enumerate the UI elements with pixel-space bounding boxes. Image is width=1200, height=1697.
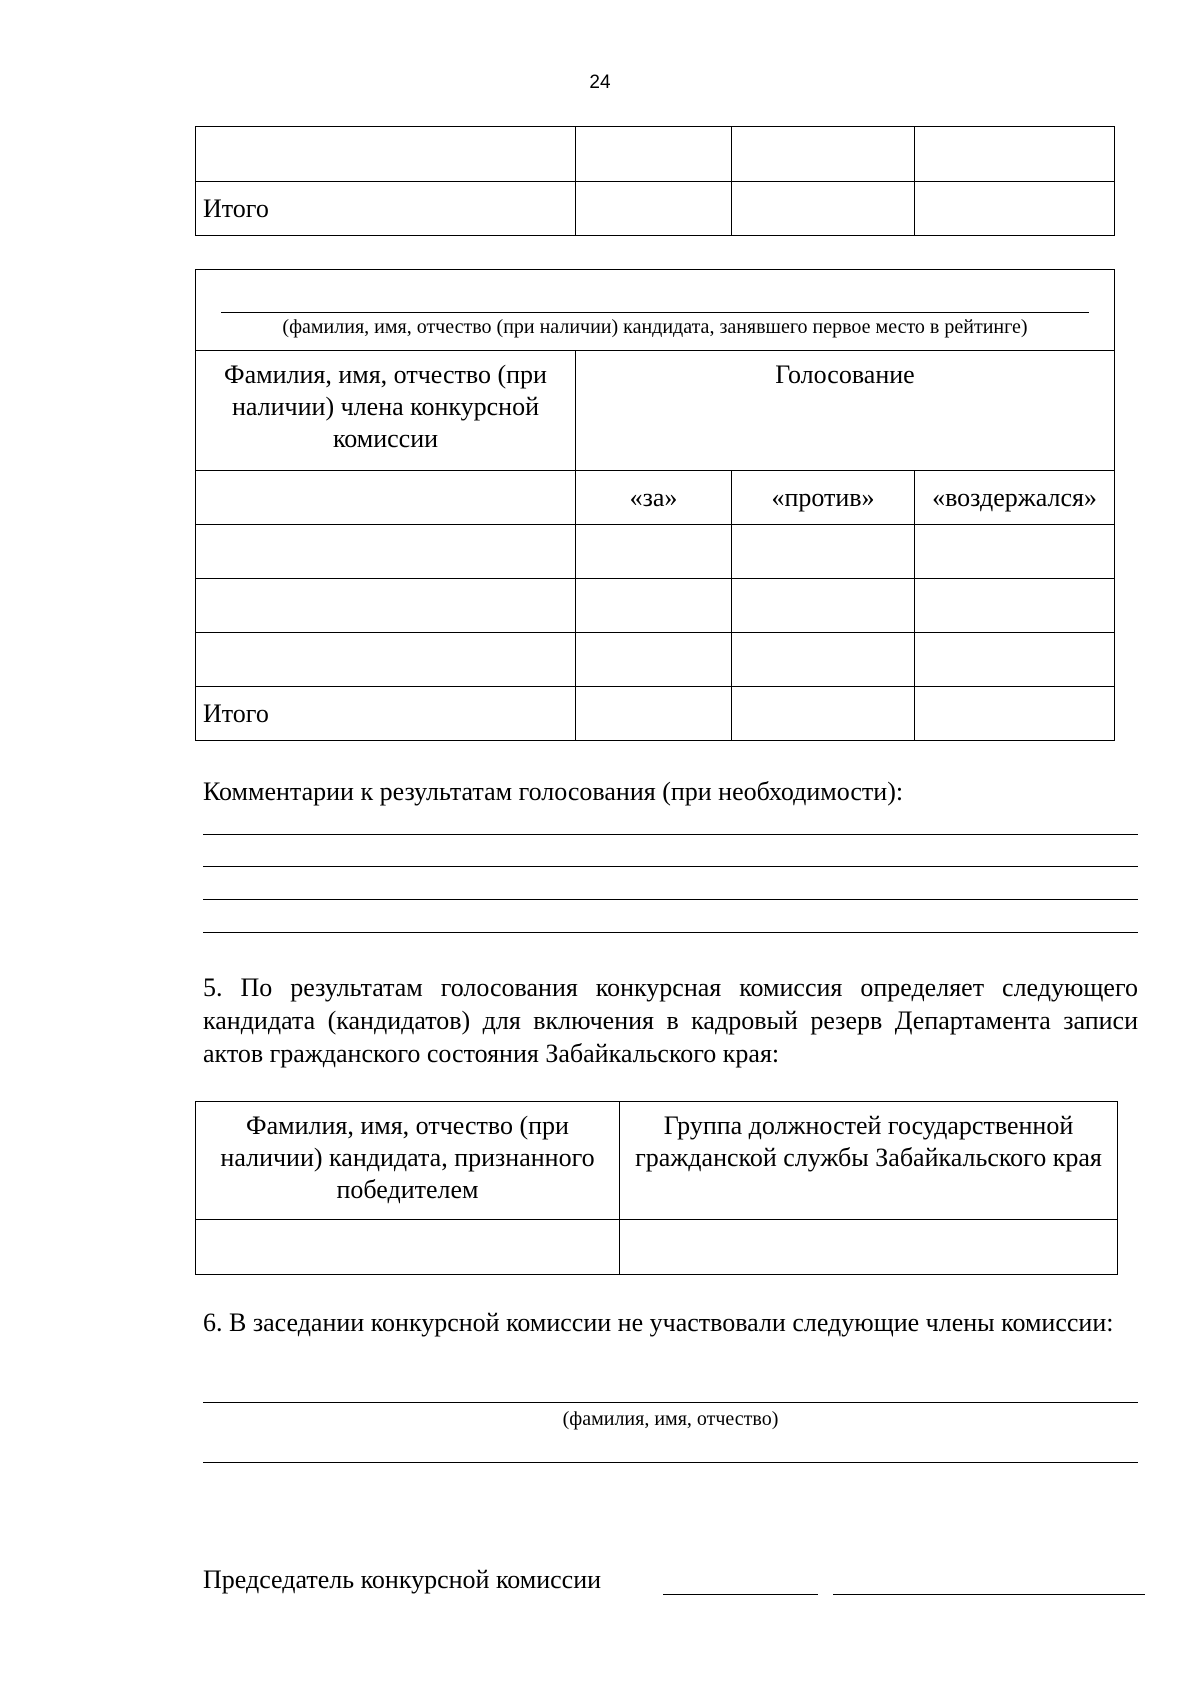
comment-line — [203, 866, 1138, 867]
comment-line — [203, 834, 1138, 835]
table-cell — [576, 687, 732, 741]
header-row — [196, 351, 1115, 471]
table-cell — [732, 182, 915, 236]
voting-table-previous — [195, 126, 1115, 236]
table-row — [196, 127, 1115, 182]
table-cell — [732, 633, 915, 687]
table-cell — [196, 471, 576, 525]
absent-members-line — [203, 1402, 1138, 1403]
table-cell — [196, 579, 576, 633]
table-row-total — [196, 687, 1115, 741]
table-cell — [620, 1220, 1118, 1275]
comment-line — [203, 932, 1138, 933]
table-row — [196, 525, 1115, 579]
table-cell — [915, 127, 1115, 182]
candidate-name-cell — [196, 270, 1115, 351]
header-row — [196, 1102, 1118, 1220]
vote-abstained-header: «воздержался» — [915, 471, 1115, 525]
chairman-signature-line — [663, 1594, 818, 1595]
table-cell — [915, 633, 1115, 687]
voting-table-candidate — [195, 269, 1115, 741]
section-6-text: 6. В заседании конкурсной комиссии не участвовали следующие члены комиссии: — [203, 1308, 1114, 1337]
member-name-header: Фамилия, имя, отчество (при наличии) члена конкурсной комиссии — [196, 351, 576, 471]
table-cell — [576, 182, 732, 236]
comments-label: Комментарии к результатам голосования (при необходимости): — [203, 777, 904, 806]
table-cell — [576, 525, 732, 579]
table-cell — [196, 1220, 620, 1275]
vote-options-row — [196, 471, 1115, 525]
table-cell — [915, 182, 1115, 236]
table-cell — [196, 525, 576, 579]
winner-table — [195, 1101, 1118, 1275]
table-row — [196, 1220, 1118, 1275]
table-cell — [915, 525, 1115, 579]
comment-line — [203, 899, 1138, 900]
total-label: Итого — [196, 182, 576, 236]
vote-against-header: «против» — [732, 471, 915, 525]
vote-for-header: «за» — [576, 471, 732, 525]
position-group-header: Группа должностей государственной гражданской службы Забайкальского края — [620, 1102, 1118, 1220]
total-label: Итого — [196, 687, 576, 741]
candidate-name-row — [196, 270, 1115, 351]
table-row — [196, 579, 1115, 633]
table-row — [196, 633, 1115, 687]
absent-members-line — [203, 1462, 1138, 1463]
table-cell — [732, 127, 915, 182]
table-cell — [732, 525, 915, 579]
table-cell — [732, 687, 915, 741]
table-cell — [732, 579, 915, 633]
page-number: 24 — [589, 72, 611, 93]
section-5-text: 5. По результатам голосования конкурсная комиссия определяет следующего кандидата (кандидатов) для включения в кадровый резерв Департамента записи актов гражданского состояния Забайкальского края: — [203, 973, 1138, 1068]
table-cell — [196, 127, 576, 182]
table-cell — [576, 579, 732, 633]
chairman-name-line — [833, 1594, 1145, 1595]
winner-name-header: Фамилия, имя, отчество (при наличии) кандидата, признанного победителем — [196, 1102, 620, 1220]
candidate-name-hint: (фамилия, имя, отчество (при наличии) кандидата, занявшего первое место в рейтинге) — [282, 316, 1028, 338]
chairman-label: Председатель конкурсной комиссии — [203, 1565, 602, 1594]
absent-members-hint: (фамилия, имя, отчество) — [562, 1408, 779, 1430]
voting-header: Голосование — [576, 351, 1115, 471]
table-cell — [915, 579, 1115, 633]
table-cell — [576, 633, 732, 687]
table-row-total — [196, 182, 1115, 236]
table-cell — [576, 127, 732, 182]
table-cell — [196, 633, 576, 687]
table-cell — [915, 687, 1115, 741]
